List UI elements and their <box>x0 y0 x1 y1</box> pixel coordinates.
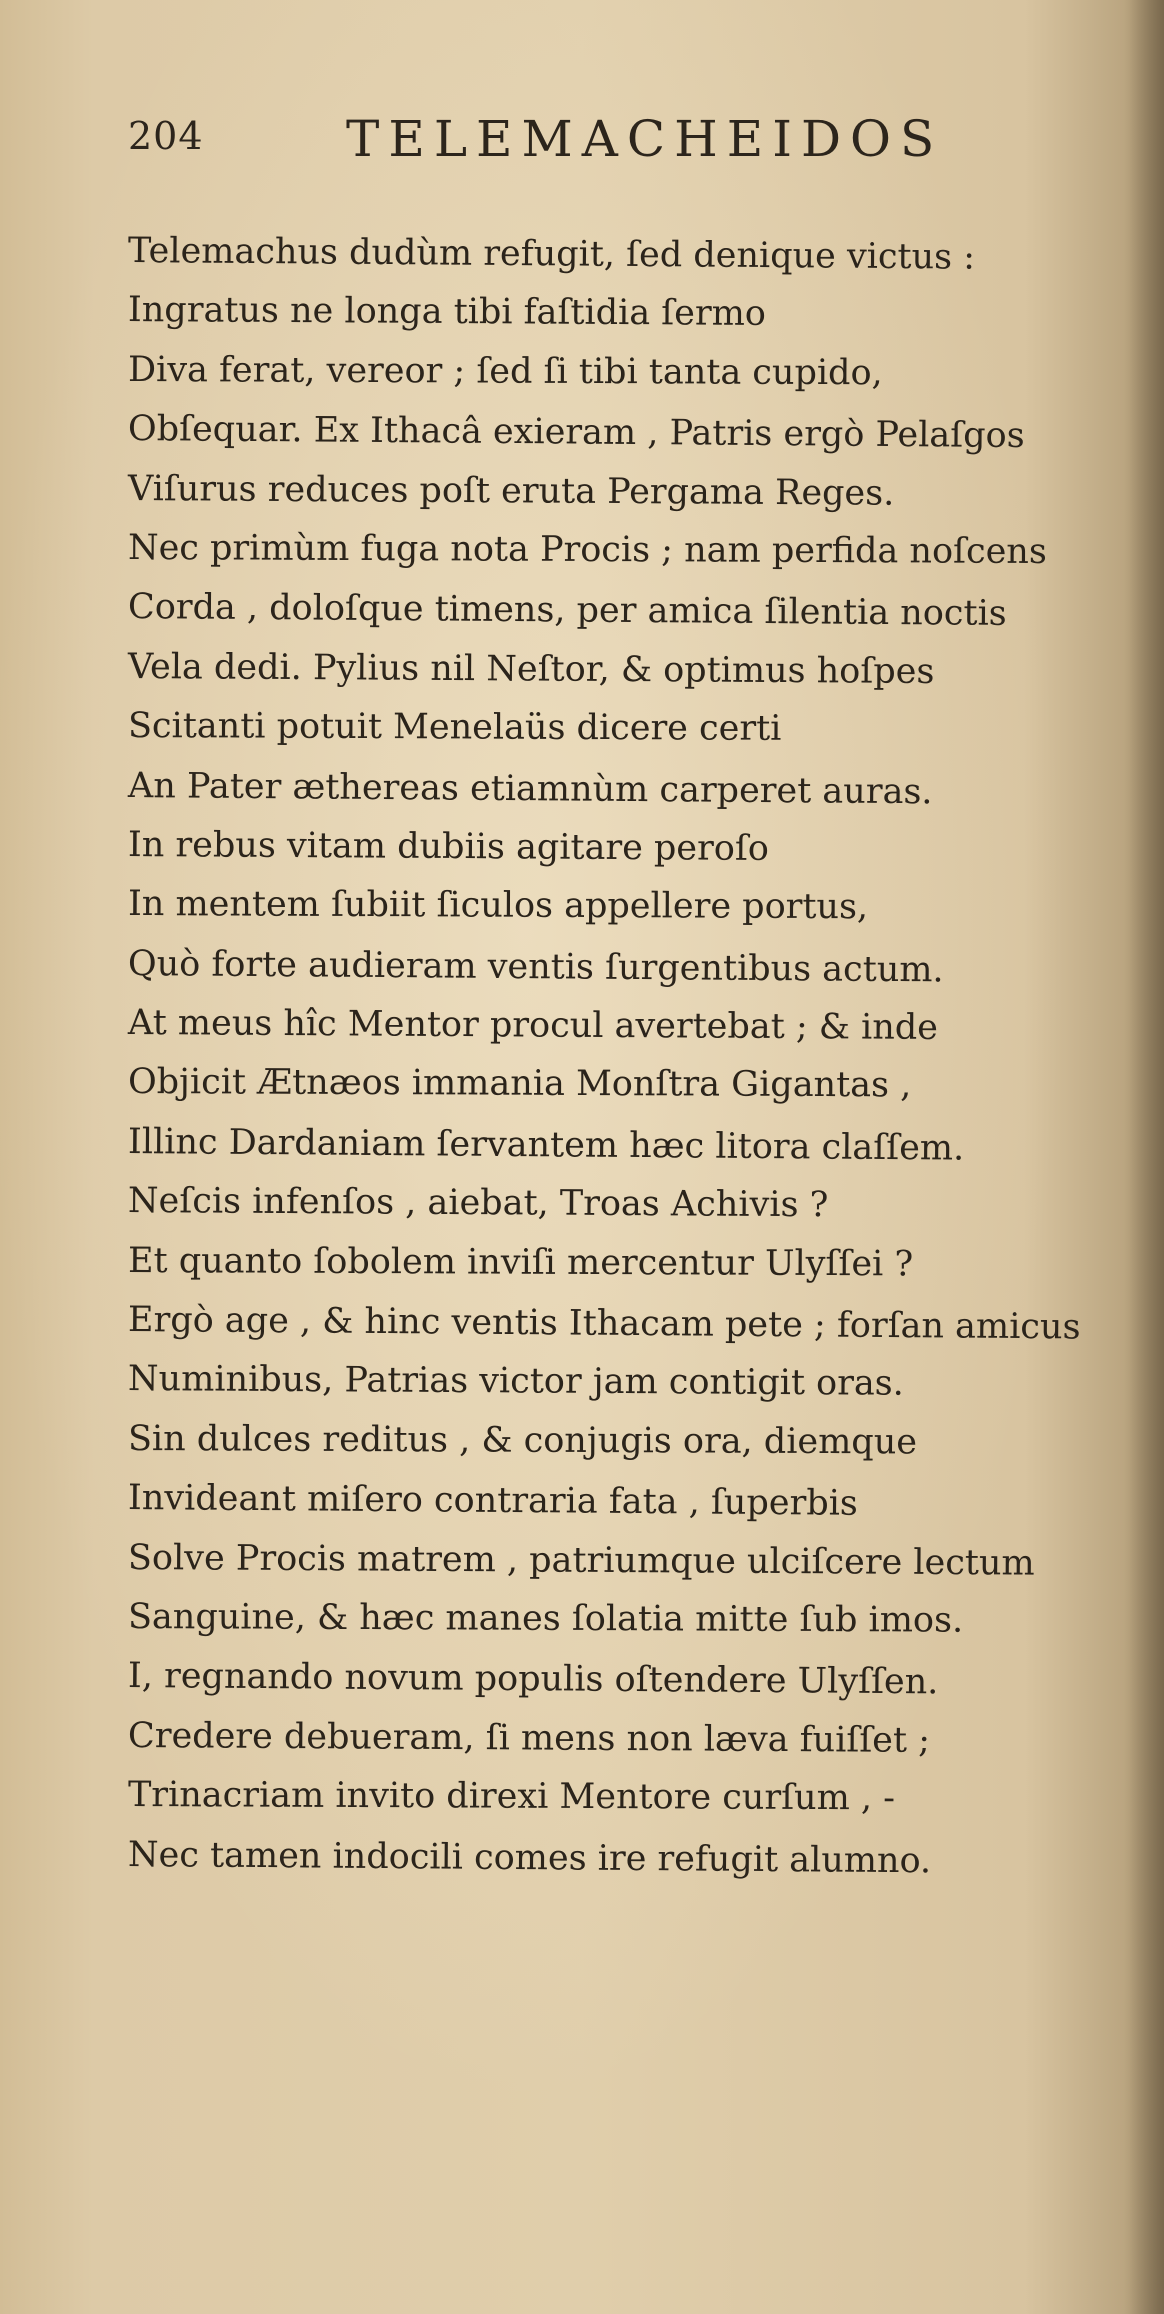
verse-line: Diva ferat, vereor ; ſed ſi tibi tanta cupido, <box>127 349 883 394</box>
verse-line: Sanguine, & hæc manes ſolatia mitte ſub imos. <box>127 1596 964 1641</box>
verse-line: Numinibus, Patrias victor jam contigit oras. <box>127 1359 904 1405</box>
page-header <box>128 110 968 170</box>
verse-line: Telemachus dudùm refugit, ſed denique victus : <box>127 231 976 278</box>
verse-line: Ergò age , & hinc ventis Ithacam pete ; forſan amicus <box>127 1300 1081 1348</box>
verse-line: Invideant miſero contraria fata , ſuperbis <box>127 1478 858 1524</box>
verse-line: In rebus vitam dubiis agitare peroſo <box>127 824 770 869</box>
verse-line: Vela dedi. Pylius nil Neſtor, & optimus hoſpes <box>127 646 935 692</box>
verse-line: Nec primùm fuga nota Procis ; nam perfida noſcens <box>127 527 1047 572</box>
verse-line: Nec tamen indocili comes ire refugit alumno. <box>127 1834 932 1881</box>
verse-line: I, regnando novum populis oſtendere Ulyſſen. <box>127 1656 939 1703</box>
verse-line: Illinc Dardaniam ſervantem hæc litora claſſem. <box>127 1121 965 1169</box>
verse-line: In mentem ſubiit ſiculos appellere portus, <box>127 884 869 928</box>
verse-line: Quò forte audieram ventis ſurgentibus actum. <box>127 943 944 991</box>
verse-line: Scitanti potuit Menelaüs dicere certi <box>127 706 782 749</box>
verse-line: Viſurus reduces poſt eruta Pergama Reges. <box>127 468 895 514</box>
verse-line: Objicit Ætnæos immania Monſtra Gigantas , <box>127 1062 912 1106</box>
verse-line: Sin dulces reditus , & conjugis ora, diemque <box>127 1418 918 1463</box>
verse-line: At meus hîc Mentor procul avertebat ; & inde <box>127 1003 939 1049</box>
verse-line: Credere debueram, ſi mens non læva fuiſſet ; <box>127 1715 931 1761</box>
page-number: 204 <box>128 114 204 158</box>
running-title: TELEMACHEIDOS <box>346 110 944 168</box>
verse-line: An Pater æthereas etiamnùm carperet auras. <box>127 765 933 812</box>
spine-shadow <box>1124 0 1164 2314</box>
verse-line: Ingratus ne longa tibi faſtidia ſermo <box>127 290 767 335</box>
verse-line: Obſequar. Ex Ithacâ exieram , Patris ergò Pelaſgos <box>127 409 1025 457</box>
verse-text <box>128 222 1118 1885</box>
verse-line: Neſcis infenſos , aiebat, Troas Achivis ? <box>127 1181 829 1226</box>
verse-line: Et quanto ſobolem inviſi mercentur Ulyſſei ? <box>127 1240 914 1285</box>
verse-line: Corda , doloſque timens, per amica ſilentia noctis <box>127 587 1007 635</box>
verse-line: Trinacriam invito direxi Mentore curſum , - <box>127 1775 896 1819</box>
verse-line: Solve Procis matrem , patriumque ulciſcere lectum <box>127 1537 1035 1584</box>
